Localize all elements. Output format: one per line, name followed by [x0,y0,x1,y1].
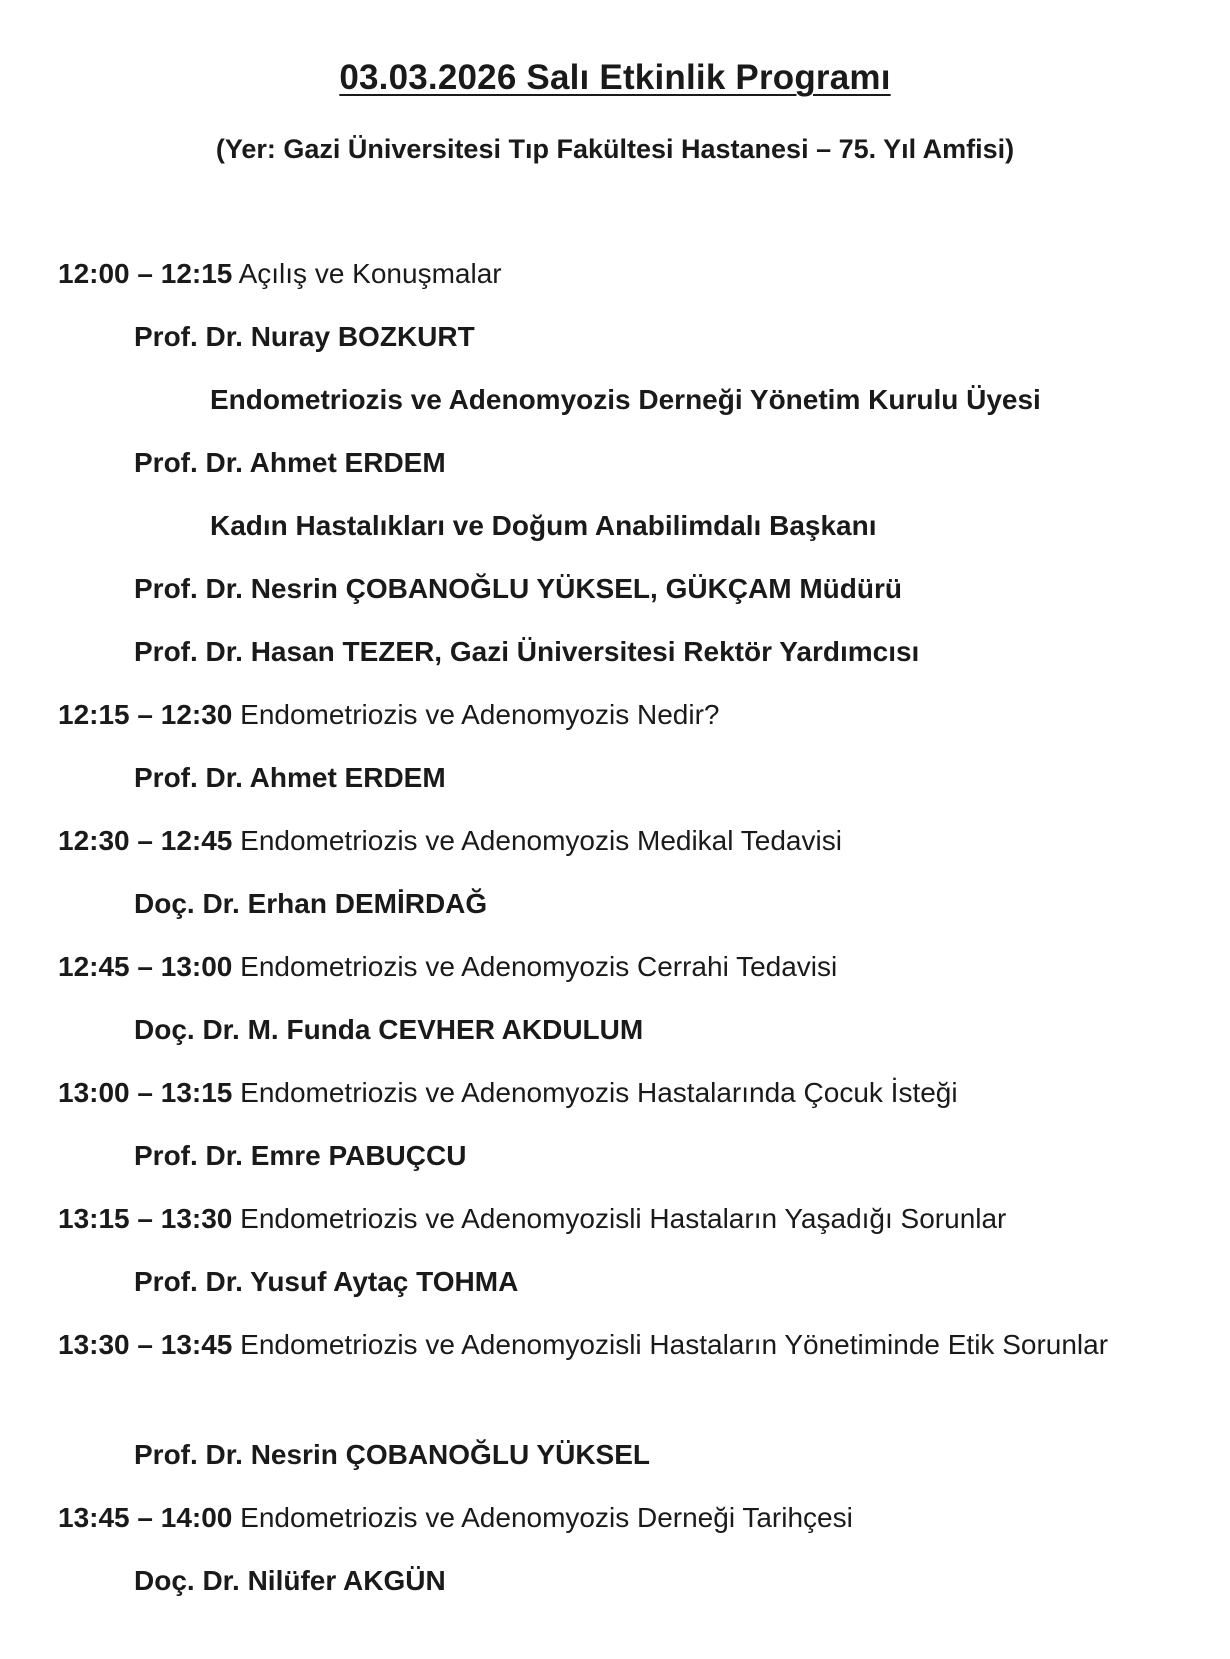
session-time: 12:15 – 12:30 [58,699,233,730]
speaker-name: Prof. Dr. Nuray BOZKURT [134,321,475,352]
speaker-name: Prof. Dr. Emre PABUÇCU [134,1140,467,1171]
speaker-name: Prof. Dr. Yusuf Aytaç TOHMA [134,1266,519,1297]
speaker-name: Prof. Dr. Nesrin ÇOBANOĞLU YÜKSEL, GÜKÇAM Müdürü [134,573,902,604]
session-topic: Endometriozis ve Adenomyozis Derneği Tarihçesi [240,1502,853,1533]
page-title: 03.03.2026 Salı Etkinlik Programı [339,58,891,97]
session-topic: Endometriozis ve Adenomyozis Medikal Tedavisi [240,825,842,856]
session-row [58,1500,853,1536]
session-row [58,823,842,859]
session-topic: Endometriozis ve Adenomyozis Cerrahi Tedavisi [240,951,838,982]
session-time: 13:30 – 13:45 [58,1329,233,1360]
session-time: 13:15 – 13:30 [58,1203,233,1234]
speaker-name: Prof. Dr. Ahmet ERDEM [134,762,446,793]
session-time: 13:45 – 14:00 [58,1502,233,1533]
session-row [58,1201,1006,1237]
session-time: 12:45 – 13:00 [58,951,233,982]
session-topic: Açılış ve Konuşmalar [238,258,502,289]
speaker-affiliation: Endometriozis ve Adenomyozis Derneği Yönetim Kurulu Üyesi [210,384,1041,415]
session-row [58,697,719,733]
session-row [58,256,502,292]
session-time: 13:00 – 13:15 [58,1077,233,1108]
session-topic: Endometriozis ve Adenomyozis Nedir? [240,699,720,730]
venue-subtitle: (Yer: Gazi Üniversitesi Tıp Fakültesi Hastanesi – 75. Yıl Amfisi) [215,134,1015,164]
speaker-name: Doç. Dr. Erhan DEMİRDAĞ [134,888,488,919]
session-topic: Endometriozis ve Adenomyozis Hastalarında Çocuk İsteği [240,1077,958,1108]
speaker-name: Prof. Dr. Ahmet ERDEM [134,447,446,478]
session-time: 12:00 – 12:15 [58,258,233,289]
session-topic: Endometriozis ve Adenomyozisli Hastaların Yönetiminde Etik Sorunlar [240,1329,1109,1360]
speaker-affiliation: Kadın Hastalıkları ve Doğum Anabilimdalı Başkanı [210,510,877,541]
session-row [58,1321,1188,1369]
speaker-name: Prof. Dr. Hasan TEZER, Gazi Üniversitesi Rektör Yardımcısı [134,636,920,667]
session-topic: Endometriozis ve Adenomyozisli Hastaların Yaşadığı Sorunlar [240,1203,1007,1234]
speaker-name: Doç. Dr. Nilüfer AKGÜN [134,1565,446,1596]
speaker-name: Prof. Dr. Nesrin ÇOBANOĞLU YÜKSEL [134,1439,651,1470]
session-row [58,1075,958,1111]
session-row [58,949,837,985]
session-time: 12:30 – 12:45 [58,825,233,856]
speaker-name: Doç. Dr. M. Funda CEVHER AKDULUM [134,1014,644,1045]
